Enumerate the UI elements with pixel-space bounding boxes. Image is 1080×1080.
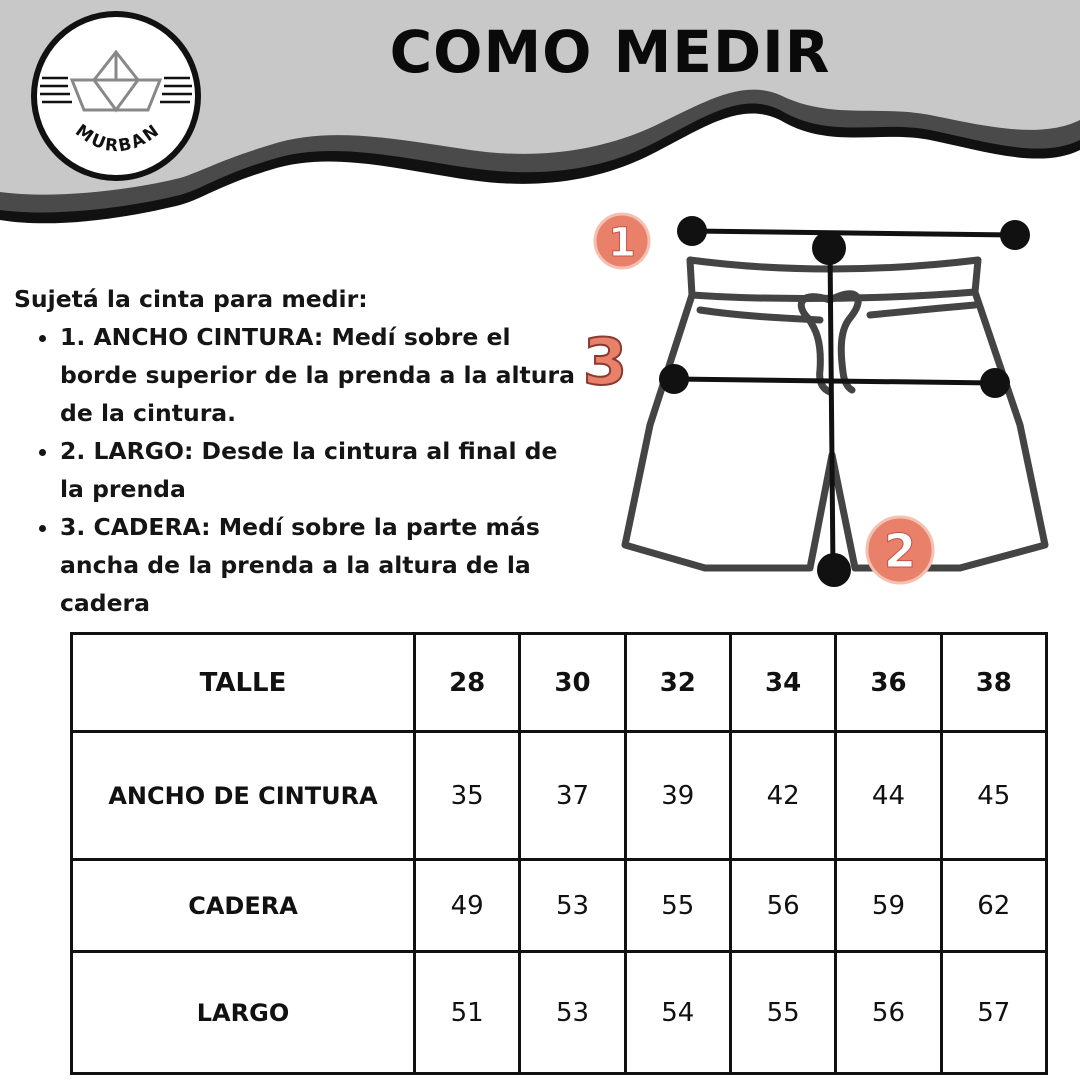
shorts-diagram [570,200,1080,600]
table-row [72,952,1047,1074]
instructions-list [14,318,584,622]
table-cell: 44 [836,732,941,860]
table-cell: 37 [520,732,625,860]
instructions [14,280,584,622]
marker-1: 1 [608,220,636,266]
table-cell: 45 [941,732,1046,860]
murban-logo [28,8,204,184]
instructions-intro: Sujetá la cinta para medir: [14,285,368,313]
table-cell: 56 [730,860,835,952]
marker-2: 2 [883,524,917,578]
table-header-cell: 38 [941,634,1046,732]
table-cell: 42 [730,732,835,860]
table-row [72,732,1047,860]
instruction-item: • 3. CADERA: Medí sobre la parte más ancha de la prenda a la altura de la cadera [60,508,584,622]
table-cell: 59 [836,860,941,952]
table-cell: 51 [415,952,520,1074]
table-cell: 54 [625,952,730,1074]
table-header-row [72,634,1047,732]
instruction-item: • 2. LARGO: Desde la cintura al final de la prenda [60,432,584,508]
table-cell: 49 [415,860,520,952]
table-cell: 35 [415,732,520,860]
table-header-cell: 34 [730,634,835,732]
row-label: ANCHO DE CINTURA [72,732,415,860]
table-header-cell: 32 [625,634,730,732]
table-header-cell: 30 [520,634,625,732]
marker-3: 3 [582,326,628,400]
table-cell: 56 [836,952,941,1074]
logo-text: MURBAN [71,120,165,157]
table-header-cell: 28 [415,634,520,732]
table-header-cell: 36 [836,634,941,732]
row-label: LARGO [72,952,415,1074]
table-cell: 55 [730,952,835,1074]
table-cell: 53 [520,952,625,1074]
table-cell: 53 [520,860,625,952]
table-cell: 57 [941,952,1046,1074]
size-table [70,632,1048,1075]
page-title: COMO MEDIR [389,18,831,86]
table-row [72,860,1047,952]
table-header-cell: TALLE [72,634,415,732]
table-cell: 55 [625,860,730,952]
instruction-item: • 1. ANCHO CINTURA: Medí sobre el borde superior de la prenda a la altura de la cintura. [60,318,584,432]
table-cell: 62 [941,860,1046,952]
table-cell: 39 [625,732,730,860]
row-label: CADERA [72,860,415,952]
